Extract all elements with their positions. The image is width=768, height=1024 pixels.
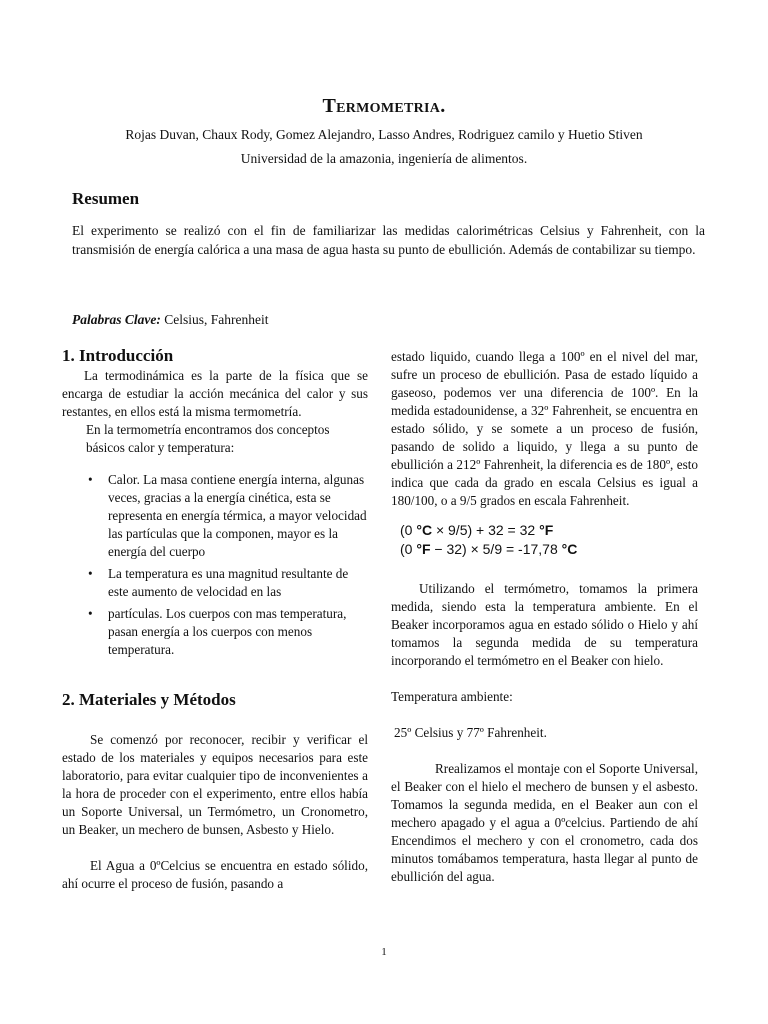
formula-celsius-to-fahrenheit: (0 °C × 9/5) + 32 = 32 °F <box>400 522 554 538</box>
keywords-values: Celsius, Fahrenheit <box>160 312 269 327</box>
keywords-label: Palabras Clave: <box>72 312 161 327</box>
list-item: • partículas. Los cuerpos con mas temperatura, pasan energía a los cuerpos con menos temperatura. <box>108 605 368 659</box>
methods-heading: 2. Materiales y Métodos <box>62 690 236 709</box>
right-paragraph-2: Utilizando el termómetro, tomamos la primera medida, siendo esta la temperatura ambiente. En el Beaker incorporamos agua en estado sólido o Hielo y ahí tomamos la segunda medida de su temperatura incorporando el termómetro en el Beaker con hielo. <box>391 581 698 668</box>
right-paragraph-4: 25º Celsius y 77º Fahrenheit. <box>394 725 547 740</box>
paper-title: Termometria. <box>322 95 446 117</box>
keywords-line <box>72 312 269 328</box>
list-item: • Calor. La masa contiene energía interna, algunas veces, gracias a la energía cinética, esta se representa en energía térmica, a mayor velocidad las partículas que la componen, mayor es la energía del cuerpo <box>108 471 368 561</box>
intro-paragraph-1: La termodinámica es la parte de la física que se encarga de estudiar la acción mecánica del calor y sus restantes, en ellos está la misma termometría. <box>62 368 368 419</box>
list-item: • La temperatura es una magnitud resultante de este aumento de velocidad en las <box>108 565 368 601</box>
intro-heading: 1. Introducción <box>62 346 174 365</box>
right-paragraph-5: Rrealizamos el montaje con el Soporte Universal, el Beaker con el hielo el mechero de bunsen y el asbesto. Tomamos la segunda medida, en el Beaker aun con el mechero apagado y el agua a 0ºcelcius. Partiendo de ahí Encendimos el mechero y con el cronometro, cada dos minutos tomábamos temperatura, hasta llegar al punto de ebullición del agua. <box>391 761 698 884</box>
abstract-heading: Resumen <box>72 189 140 208</box>
abstract-text: El experimento se realizó con el fin de familiarizar las medidas calorimétricas Celsius y Fahrenheit, con la transmisión de energía calórica a una masa de agua hasta su punto de ebullición. Además de contabilizar su tiempo. <box>72 223 705 257</box>
formula-fahrenheit-to-celsius: (0 °F − 32) × 5/9 = -17,78 °C <box>400 541 578 557</box>
authors-line: Rojas Duvan, Chaux Rody, Gomez Alejandro, Lasso Andres, Rodriguez camilo y Huetio Stiven <box>125 127 643 142</box>
right-column <box>391 348 698 886</box>
right-paragraph-1: estado liquido, cuando llega a 100º en el nivel del mar, sufre un proceso de ebullición. Pasa de estado líquido a gaseoso, podemos ver una diferencia de 100º. En la medida estadounidense, a 32º Fahrenheit, se encuentra en estado sólido, y se somete a un proceso de fusión, pasando de solido a liquido, y llega a su punto de ebullición a 212º Fahrenheit, la diferencia es de 180º, esto indica que cada da grado en escala Celsius es igual a 180/100, o a 9/5 grados en escala Fahrenheit. <box>391 349 698 508</box>
affiliation-line: Universidad de la amazonia, ingeniería de alimentos. <box>240 151 528 166</box>
right-paragraph-3: Temperatura ambiente: <box>391 689 513 704</box>
intro-bullet-list <box>62 471 368 659</box>
page-number: 1 <box>381 946 387 958</box>
methods-paragraph-1: Se comenzó por reconocer, recibir y verificar el estado de los materiales y equipos necesarios para este laboratorio, para evitar cualquier tipo de inconvenientes a la hora de proceder con el experimento, entre ellos había un Soporte Universal, un Termómetro, un Cronometro, un Beaker, un mechero de bunsen, Asbesto y Hielo. <box>62 732 368 837</box>
intro-paragraph-2: En la termometría encontramos dos conceptos básicos calor y temperatura: <box>86 422 330 455</box>
left-column <box>62 345 368 893</box>
methods-paragraph-2: El Agua a 0ºCelcius se encuentra en estado sólido, ahí ocurre el proceso de fusión, pasando a <box>62 858 368 891</box>
